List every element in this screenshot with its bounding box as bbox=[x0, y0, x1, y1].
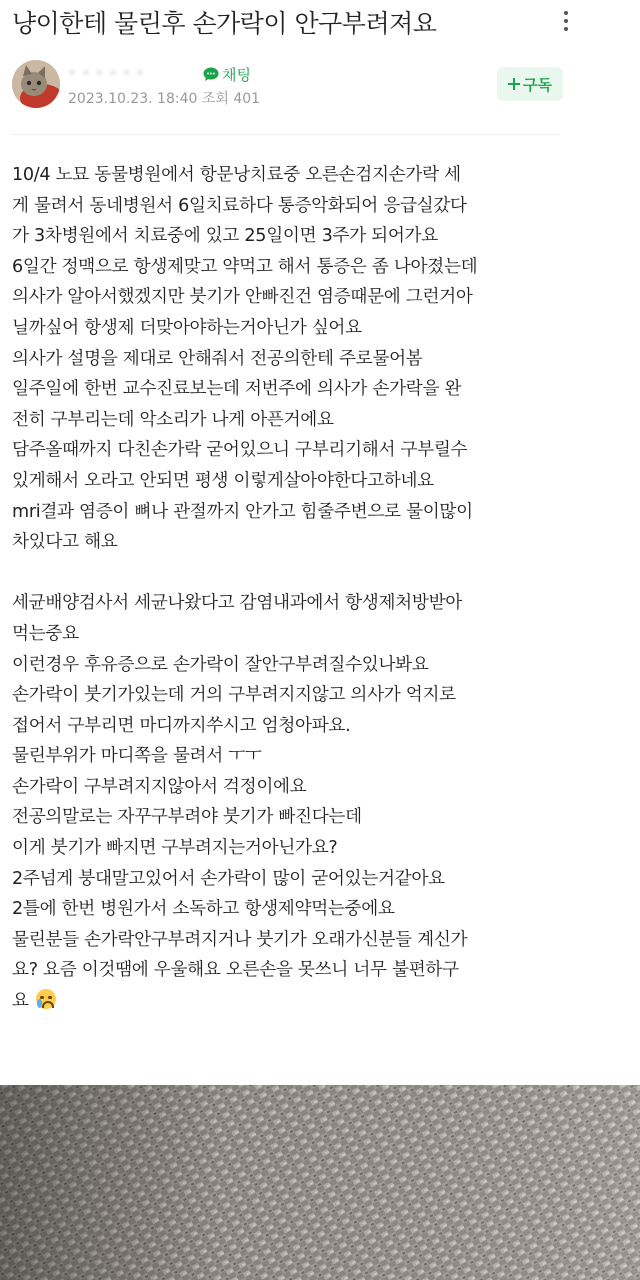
subscribe-label: 구독 bbox=[523, 75, 552, 94]
crying-face-icon bbox=[36, 989, 56, 1009]
body-line: 물린분들 손가락안구부려지거나 붓기가 오래가신분들 계신가 bbox=[12, 929, 468, 950]
body-line: 요 bbox=[12, 986, 570, 1017]
body-line: 닐까싶어 항생제 더맞아야하는거아닌가 싶어요 bbox=[12, 317, 362, 338]
more-vertical-icon[interactable] bbox=[556, 6, 576, 36]
post-header bbox=[0, 0, 640, 44]
body-line: 먹는중요 bbox=[12, 623, 79, 644]
body-line: 6일간 정맥으로 항생제맞고 약먹고 해서 통증은 좀 나아졌는데 bbox=[12, 256, 478, 277]
body-line: 손가락이 붓기가있는데 거의 구부려지지않고 의사가 억지로 bbox=[12, 685, 456, 706]
body-line: 가 3차병원에서 치료중에 있고 25일이면 3주가 되어가요 bbox=[12, 226, 438, 247]
view-count: 조회 401 bbox=[201, 91, 261, 107]
body-line: 이게 붓기가 빠지면 구부려지는거아닌가요? bbox=[12, 838, 338, 859]
body-line: 전공의말로는 자꾸구부려야 붓기가 빠진다는데 bbox=[12, 807, 362, 828]
header-divider bbox=[12, 134, 560, 135]
author-name[interactable]: · · · · · · bbox=[70, 64, 145, 82]
body-line: 의사가 설명을 제대로 안해줘서 전공의한테 주로물어봄 bbox=[12, 348, 423, 369]
post-date: 2023.10.23. 18:40 bbox=[68, 91, 198, 107]
body-line: 2주넘게 붕대말고있어서 손가락이 많이 굳어있는거같아요 bbox=[12, 868, 445, 889]
body-line: 물린부위가 마디쪽을 물려서 ㅜㅜ bbox=[12, 746, 262, 767]
author-row bbox=[0, 56, 640, 116]
body-blank-line bbox=[12, 558, 570, 589]
body-line: 손가락이 구부려지지않아서 걱정이에요 bbox=[12, 776, 307, 797]
post-title: 냥이한테 물린후 손가락이 안구부려져요 bbox=[12, 9, 437, 38]
body-line: 일주일에 한번 교수진료보는데 저번주에 의사가 손가락을 완 bbox=[12, 379, 462, 400]
chat-link[interactable] bbox=[203, 64, 251, 85]
body-line: 차있다고 해요 bbox=[12, 532, 118, 553]
post-body bbox=[12, 160, 570, 1017]
body-line: 세균배양검사서 세균나왔다고 감염내과에서 항생제처방받아 bbox=[12, 593, 462, 614]
body-line: 의사가 알아서했겠지만 붓기가 안빠진건 염증때문에 그런거아 bbox=[12, 287, 473, 308]
body-line: 2틀에 한번 병원가서 소독하고 항생제약먹는중에요 bbox=[12, 899, 395, 920]
body-line: mri결과 염증이 뼈나 관절까지 안가고 힘줄주변으로 물이많이 bbox=[12, 501, 473, 522]
body-line: 10/4 노묘 동물병원에서 항문낭치료중 오른손검지손가락 세 bbox=[12, 165, 461, 185]
body-line: 전히 구부리는데 악소리가 나게 아픈거에요 bbox=[12, 409, 334, 430]
chat-bubble-icon bbox=[203, 67, 219, 82]
post-meta bbox=[68, 88, 260, 108]
chat-label: 채팅 bbox=[222, 66, 251, 84]
body-line: 요? 요즘 이것땜에 우울해요 오른손을 못쓰니 너무 불편하구 bbox=[12, 960, 459, 981]
body-line: 접어서 구부리면 마디까지쑤시고 엄청아파요. bbox=[12, 715, 351, 736]
body-line: 담주올때까지 다친손가락 굳어있으니 구부리기해서 구부릴수 bbox=[12, 440, 468, 461]
subscribe-button[interactable] bbox=[497, 67, 563, 101]
plus-icon bbox=[508, 78, 520, 90]
carpet-photo bbox=[0, 1085, 640, 1280]
body-line: 이런경우 후유증으로 손가락이 잘안구부려질수있나봐요 bbox=[12, 654, 429, 675]
body-line: 있게해서 오라고 안되면 평생 이렇게살아야한다고하네요 bbox=[12, 470, 434, 491]
cat-avatar[interactable] bbox=[12, 60, 60, 108]
body-line: 게 물려서 동네병원서 6일치료하다 통증악화되어 응급실갔다 bbox=[12, 195, 467, 216]
